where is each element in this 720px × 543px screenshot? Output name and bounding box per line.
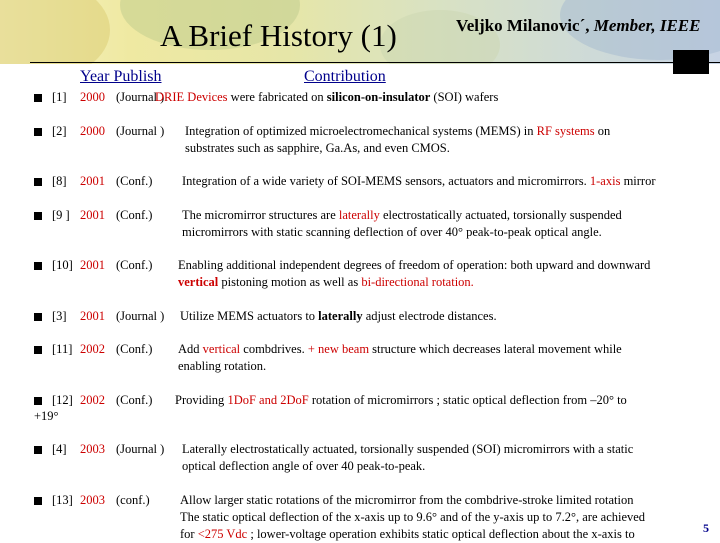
contribution-text bbox=[182, 207, 622, 224]
entry-year: 2002 bbox=[80, 342, 105, 356]
square-bullet-icon bbox=[34, 178, 42, 186]
entry-type: (Conf.) bbox=[116, 208, 153, 222]
text-run: structure which decreases lateral movement while bbox=[369, 342, 622, 356]
contribution-text bbox=[182, 441, 633, 458]
entry-year: 2001 bbox=[80, 309, 105, 323]
entry-type: (conf.) bbox=[116, 493, 150, 507]
square-bullet-icon bbox=[34, 94, 42, 102]
entry-ref: [12] bbox=[52, 393, 73, 407]
text-run: Providing bbox=[175, 393, 228, 407]
text-run: enabling rotation. bbox=[178, 359, 267, 373]
text-run: + new beam bbox=[307, 342, 370, 356]
contribution-text bbox=[155, 89, 498, 106]
square-bullet-icon bbox=[34, 128, 42, 136]
text-run: The micromirror structures are bbox=[182, 208, 339, 222]
square-bullet-icon bbox=[34, 313, 42, 321]
entry-year: 2002 bbox=[80, 393, 105, 407]
contribution-text bbox=[185, 140, 450, 157]
square-bullet-icon bbox=[34, 446, 42, 454]
contribution-text bbox=[175, 392, 627, 409]
text-run: micromirrors with static scanning deflection of over 40° peak-to-peak optical angle. bbox=[182, 225, 602, 239]
entry-ref: [8] bbox=[52, 174, 67, 188]
text-run: vertical bbox=[178, 275, 219, 289]
text-run: bi-directional rotation. bbox=[361, 275, 474, 289]
contribution-text bbox=[182, 458, 425, 475]
square-bullet-icon bbox=[34, 212, 42, 220]
author-line bbox=[456, 16, 700, 36]
text-run: The static optical deflection of the x-axis up to 9.6° and of the y-axis up to 7.2°, are achieved bbox=[180, 510, 646, 524]
text-run: Utilize MEMS actuators to bbox=[180, 309, 319, 323]
page-number: 5 bbox=[703, 521, 709, 535]
text-run: were fabricated on bbox=[227, 90, 327, 104]
title-rule bbox=[30, 62, 720, 63]
text-run: for bbox=[180, 527, 198, 541]
contribution-text bbox=[180, 308, 497, 325]
text-run: on bbox=[594, 124, 611, 138]
contribution-text bbox=[178, 358, 266, 375]
contribution-text bbox=[180, 492, 633, 509]
text-run: electrostatically actuated, torsionally suspended bbox=[379, 208, 622, 222]
text-run: combdrives. bbox=[240, 342, 308, 356]
text-run: 1DoF and 2DoF bbox=[227, 393, 309, 407]
contribution-text bbox=[185, 123, 610, 140]
text-run: optical deflection angle of over 40 peak-to-peak. bbox=[182, 459, 426, 473]
text-run: adjust electrode distances. bbox=[362, 309, 497, 323]
entry-year: 2003 bbox=[80, 493, 105, 507]
text-run: Integration of optimized microelectromechanical systems (MEMS) in bbox=[185, 124, 537, 138]
entry-ref: [4] bbox=[52, 442, 67, 456]
text-run: substrates such as sapphire, Ga.As, and even CMOS. bbox=[185, 141, 450, 155]
contribution-text bbox=[182, 173, 656, 190]
author-role: Member, IEEE bbox=[593, 16, 701, 35]
text-run: vertical bbox=[202, 342, 241, 356]
entry-year: 2000 bbox=[80, 90, 105, 104]
contribution-text bbox=[180, 509, 645, 526]
contribution-text bbox=[178, 257, 650, 274]
contribution-header: Contribution bbox=[304, 68, 386, 85]
corner-block bbox=[673, 50, 709, 74]
text-run: silicon-on-insulator bbox=[326, 90, 431, 104]
text-run: laterally bbox=[318, 309, 363, 323]
text-run: DRIE Devices bbox=[155, 90, 228, 104]
text-run: Enabling additional independent degrees of freedom of operation: both upward and downward bbox=[178, 258, 651, 272]
entry-year: 2003 bbox=[80, 442, 105, 456]
text-run: Laterally electrostatically actuated, torsionally suspended (SOI) micromirrors with a static bbox=[182, 442, 634, 456]
entry-ref: [9 ] bbox=[52, 208, 70, 222]
contribution-text bbox=[182, 224, 602, 241]
entry-year: 2000 bbox=[80, 124, 105, 138]
square-bullet-icon bbox=[34, 346, 42, 354]
entry-ref: [3] bbox=[52, 309, 67, 323]
entry-type: (Journal ) bbox=[116, 90, 165, 104]
entry-year: 2001 bbox=[80, 208, 105, 222]
entry-type: (Journal ) bbox=[116, 309, 165, 323]
text-run: Add bbox=[178, 342, 203, 356]
entry-year: 2001 bbox=[80, 174, 105, 188]
text-run: mirror bbox=[620, 174, 656, 188]
entry-type: (Journal ) bbox=[116, 442, 165, 456]
author-name: Veljko Milanovic´, bbox=[456, 16, 590, 35]
contribution-wrap: +19° bbox=[34, 409, 59, 423]
entry-type: (Conf.) bbox=[116, 342, 153, 356]
text-run: rotation of micromirrors ; static optical deflection from –20° to bbox=[308, 393, 627, 407]
slide-title: A Brief History (1) bbox=[160, 18, 397, 53]
year-publish-header: Year Publish bbox=[80, 68, 162, 85]
contribution-text bbox=[178, 341, 622, 358]
entry-year: 2001 bbox=[80, 258, 105, 272]
text-run: RF systems bbox=[536, 124, 595, 138]
text-run: ; lower-voltage operation exhibits static optical deflection about the x-axis to bbox=[247, 527, 635, 541]
text-run: <275 Vdc bbox=[197, 527, 248, 541]
square-bullet-icon bbox=[34, 497, 42, 505]
square-bullet-icon bbox=[34, 397, 42, 405]
banner-decoration bbox=[0, 0, 110, 64]
text-run: pistoning motion as well as bbox=[218, 275, 362, 289]
contribution-text bbox=[180, 526, 635, 543]
square-bullet-icon bbox=[34, 262, 42, 270]
text-run: Allow larger static rotations of the micromirror from the combdrive-stroke limited rotation bbox=[180, 493, 634, 507]
text-run: 1-axis bbox=[589, 174, 621, 188]
text-run: (SOI) wafers bbox=[430, 90, 499, 104]
contribution-text bbox=[178, 274, 474, 291]
entry-ref: [11] bbox=[52, 342, 73, 356]
entry-type: (Journal ) bbox=[116, 124, 165, 138]
entry-type: (Conf.) bbox=[116, 258, 153, 272]
entry-ref: [2] bbox=[52, 124, 67, 138]
text-run: Integration of a wide variety of SOI-MEMS sensors, actuators and micromirrors. bbox=[182, 174, 590, 188]
entry-ref: [13] bbox=[52, 493, 73, 507]
entry-ref: [1] bbox=[52, 90, 67, 104]
entry-ref: [10] bbox=[52, 258, 73, 272]
entry-type: (Conf.) bbox=[116, 393, 153, 407]
text-run: laterally bbox=[338, 208, 380, 222]
entry-type: (Conf.) bbox=[116, 174, 153, 188]
